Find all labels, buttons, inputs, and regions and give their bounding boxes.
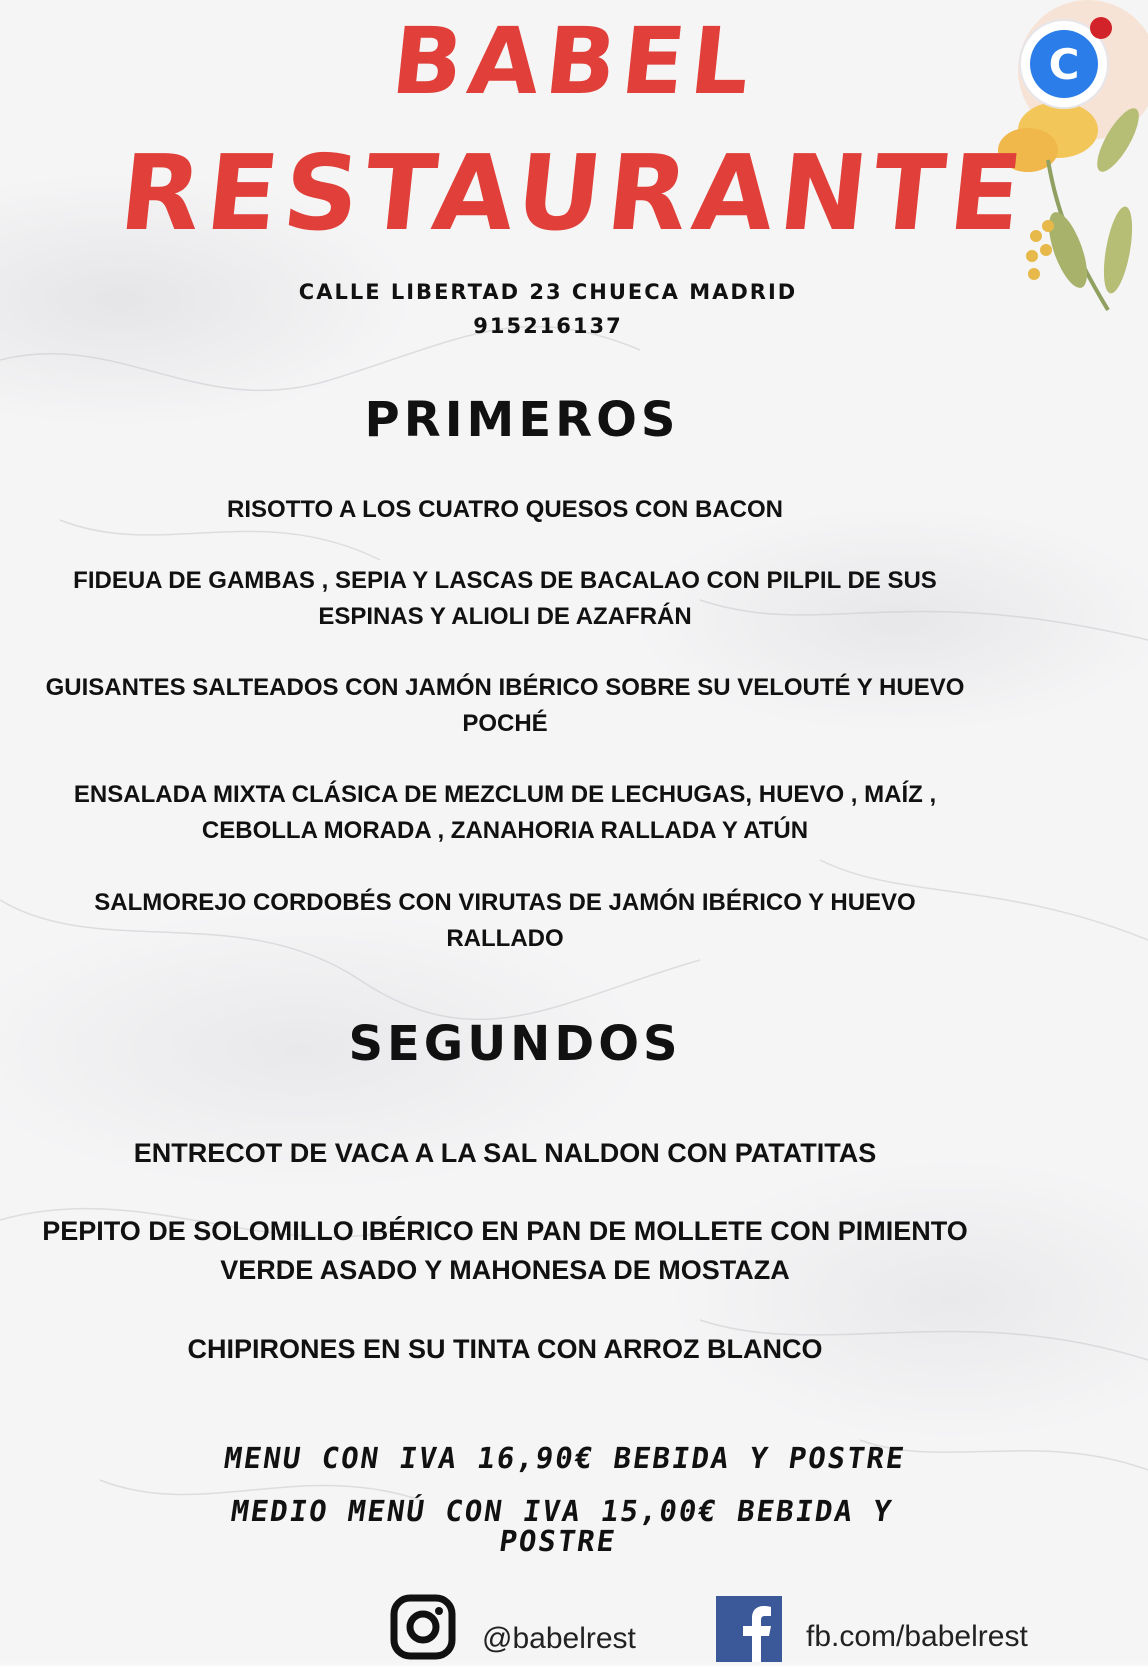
- facebook-handle[interactable]: fb.com/babelrest: [806, 1620, 1028, 1653]
- svg-text:C: C: [1048, 40, 1080, 89]
- primeros-dish-3: GUISANTES SALTEADOS CON JAMÓN IBÉRICO SOBRE SU VELOUTÉ Y HUEVO POCHÉ: [45, 674, 965, 737]
- primeros-dish-2: FIDEUA DE GAMBAS , SEPIA Y LASCAS DE BACALAO CON PILPIL DE SUS ESPINAS Y ALIOLI DE AZAFRÁN: [73, 567, 937, 630]
- primeros-dish-1: RISOTTO A LOS CUATRO QUESOS CON BACON: [226, 496, 784, 523]
- facebook-icon[interactable]: [716, 1596, 782, 1662]
- segundos-heading: SEGUNDOS: [348, 1016, 682, 1072]
- phone-number: 915216137: [473, 314, 623, 338]
- instagram-icon[interactable]: [390, 1594, 456, 1660]
- primeros-heading: PRIMEROS: [364, 392, 680, 448]
- address: CALLE LIBERTAD 23 CHUECA MADRID: [298, 280, 798, 304]
- segundos-dish-3: CHIPIRONES EN SU TINTA CON ARROZ BLANCO: [187, 1334, 823, 1364]
- segundos-dish-1: ENTRECOT DE VACA A LA SAL NALDON CON PATATITAS: [133, 1138, 877, 1168]
- primeros-dish-5: SALMOREJO CORDOBÉS CON VIRUTAS DE JAMÓN IBÉRICO Y HUEVO RALLADO: [94, 889, 916, 952]
- restaurant-title-line2: RESTAURANTE: [114, 132, 1034, 254]
- menu-price: MENU CON IVA 16,90€ BEBIDA Y POSTRE: [222, 1441, 908, 1475]
- restaurant-title-line1: BABEL: [386, 8, 762, 115]
- half-menu-price: MEDIO MENÚ CON IVA 15,00€ BEBIDA Y POSTRE: [228, 1494, 896, 1558]
- segundos-dish-2: PEPITO DE SOLOMILLO IBÉRICO EN PAN DE MOLLETE CON PIMIENTO VERDE ASADO Y MAHONESA DE MOSTAZA: [42, 1216, 968, 1285]
- primeros-dish-4: ENSALADA MIXTA CLÁSICA DE MEZCLUM DE LECHUGAS, HUEVO , MAÍZ , CEBOLLA MORADA , ZANAHORIA RALLADA Y ATÚN: [73, 781, 937, 844]
- instagram-handle[interactable]: @babelrest: [482, 1622, 636, 1655]
